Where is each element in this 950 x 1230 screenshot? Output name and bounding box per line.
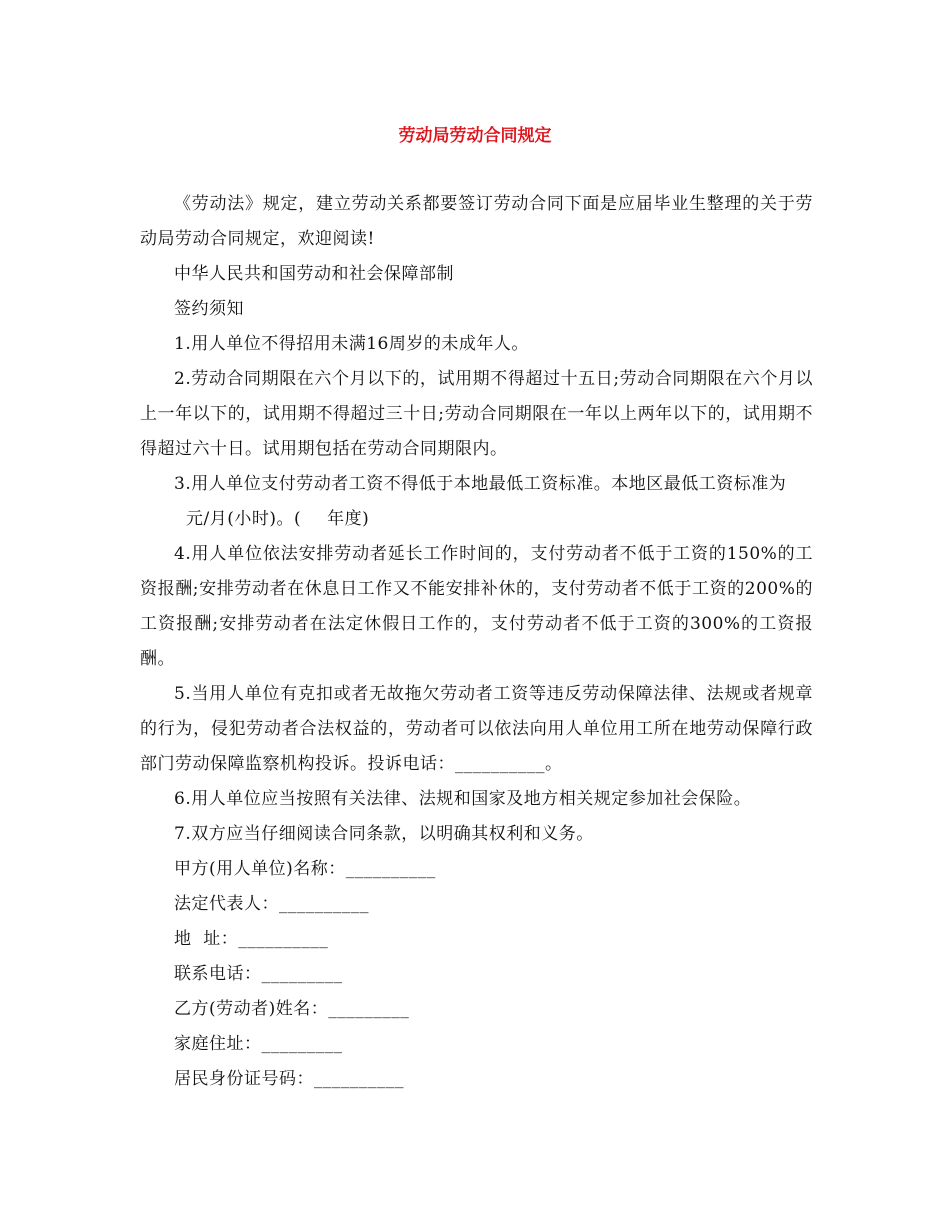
legal-representative-field: 法定代表人：__________ [174,894,369,914]
item-3-main-text: 3.用人单位支付劳动者工资不得低于本地最低工资标准。本地区最低工资标准为 [174,474,787,494]
notice-item-6: 6.用人单位应当按照有关法律、法规和国家及地方相关规定参加社会保险。 [174,789,752,809]
id-number-field: 居民身份证号码：__________ [174,1069,404,1089]
notice-item-5: 5.当用人单位有克扣或者无故拖欠劳动者工资等违反劳动保障法律、法规或者规章的行为，侵犯劳动者合法权益的，劳动者可以依法向用人单位用工所在地劳动保障行政部门劳动保障监察机构投诉。投诉电话：__________。 [140,684,813,774]
issuer-line: 中华人民共和国劳动和社会保障部制 [174,264,454,284]
notice-item-7: 7.双方应当仔细阅读合同条款，以明确其权利和义务。 [174,824,594,844]
notice-item-3 [140,467,813,537]
notice-item-1: 1.用人单位不得招用未满16周岁的未成年人。 [174,334,529,354]
contact-phone-field: 联系电话：_________ [174,964,343,984]
party-b-name-field: 乙方(劳动者)姓名：_________ [174,999,410,1019]
address-field: 地 址：__________ [174,929,329,949]
document-body [140,187,813,1097]
item-3-year-text: 年度) [327,509,370,529]
notice-heading: 签约须知 [174,299,244,319]
intro-paragraph: 《劳动法》规定，建立劳动关系都要签订劳动合同下面是应届毕业生整理的关于劳动局劳动合同规定，欢迎阅读! [140,194,813,249]
notice-item-4: 4.用人单位依法安排劳动者延长工作时间的，支付劳动者不低于工资的150%的工资报酬;安排劳动者在休息日工作又不能安排补休的，支付劳动者不低于工资的200%的工资报酬;安排劳动者在法定休假日工作的，支付劳动者不低于工资的300%的工资报酬。 [140,544,813,669]
item-3-unit-text: 元/月(小时)。( [186,509,302,529]
home-address-field: 家庭住址：_________ [174,1034,343,1054]
party-a-name-field: 甲方(用人单位)名称：__________ [174,859,436,879]
document-title: 劳动局劳动合同规定 [398,126,552,146]
notice-item-2: 2.劳动合同期限在六个月以下的，试用期不得超过十五日;劳动合同期限在六个月以上一年以下的，试用期不得超过三十日;劳动合同期限在一年以上两年以下的，试用期不得超过六十日。试用期包括在劳动合同期限内。 [140,369,813,459]
